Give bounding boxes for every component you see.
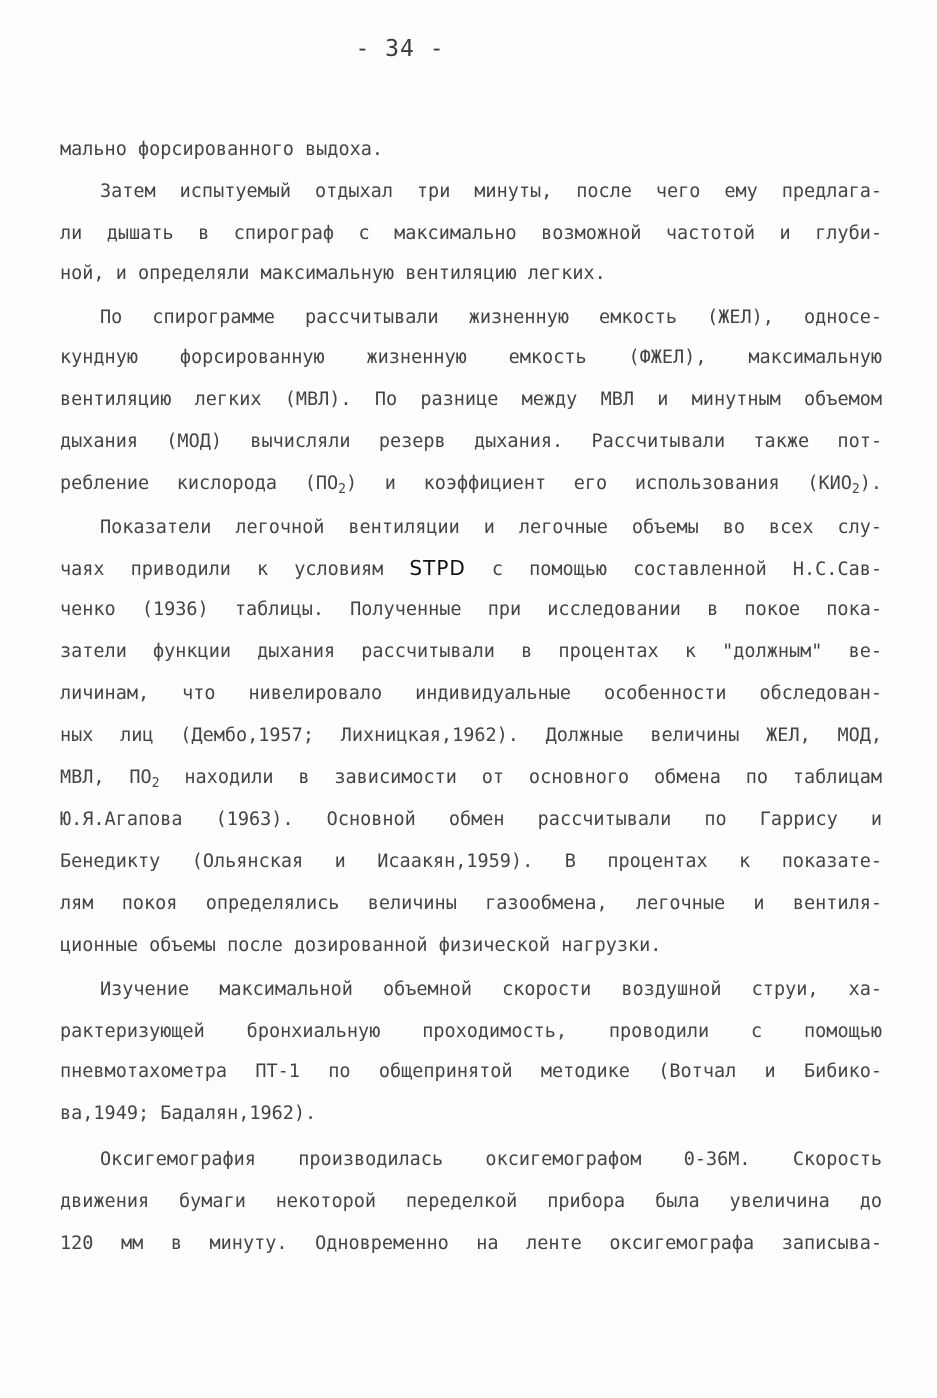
text-line: ребление кислорода $(ПО_2)$ и коэффициент его использования $(КИО_2)$. [60,473,882,497]
text-line: ных лиц (Дембо,1957; Лихницкая,1962). Должные величины ЖЕЛ, МОД, [60,725,882,746]
text-line: 120 мм в минуту. Одновременно на ленте оксигемографа записыва- [60,1233,882,1254]
text-line: Ю.Я.Агапова (1963). Основной обмен рассчитывали по Гаррису и [60,809,882,830]
text-line: затели функции дыхания рассчитывали в процентах к "должным" ве- [60,641,882,662]
text-line: ченко (1936) таблицы. Полученные при исследовании в покое пока- [60,599,882,620]
text-line: По спирограмме рассчитывали жизненную емкость (ЖЕЛ), односе- [100,307,882,328]
text-line: ли дышать в спирограф с максимально возможной частотой и глуби- [60,223,882,244]
text-line: ва,1949; Бадалян,1962). [60,1103,317,1124]
text-line: движения бумаги некоторой переделкой прибора была увеличина до [60,1191,882,1212]
text-line: чаях приводили к условиям STPD с помощью составленной Н.С.Сав- [60,556,882,580]
text-line: мально форсированного выдоха. [60,139,384,160]
text-line: ционные объемы после дозированной физической нагрузки. [60,935,662,956]
text-line: ной, и определяли максимальную вентиляцию легких. [60,263,606,284]
text-line: лям покоя определялись величины газообмена, легочные и вентиля- [60,893,882,914]
stamped-abbreviation: STPD [409,556,466,580]
text-line: Бенедикту (Ольянская и Исаакян,1959). В процентах к показате- [60,851,882,872]
text-line: Показатели легочной вентиляции и легочные объемы во всех слу- [100,517,882,538]
text-line: дыхания (МОД) вычисляли резерв дыхания. Рассчитывали также пот- [60,431,882,452]
text-line: кундную форсированную жизненную емкость (ФЖЕЛ), максимальную [60,347,882,368]
text-line: Изучение максимальной объемной скорости воздушной струи, ха- [100,979,882,1000]
text-line: МВЛ, $ПО_2$ находили в зависимости от основного обмена по таблицам [60,767,882,791]
text-line: вентиляцию легких (МВЛ). По разнице между МВЛ и минутным объемом [60,389,882,410]
text-line: личинам, что нивелировало индивидуальные особенности обследован- [60,683,882,704]
text-line: Затем испытуемый отдыхал три минуты, после чего ему предлага- [100,181,882,202]
text-line: рактеризующей бронхиальную проходимость, проводили с помощью [60,1021,882,1042]
text-line: Оксигемография производилась оксигемографом 0-36М. Скорость [100,1149,882,1170]
text-line: пневмотахометра ПТ-1 по общепринятой методике (Вотчал и Бибико- [60,1061,882,1082]
page-number: - 34 - [355,36,445,62]
